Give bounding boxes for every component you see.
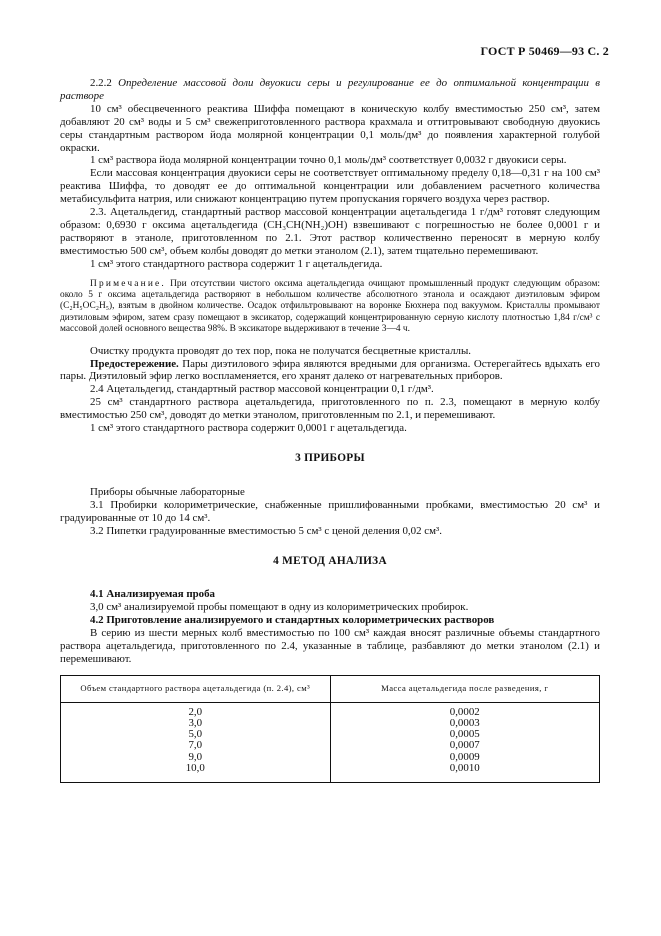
text-run: При отсутствии чистого оксима ацетальдегида очищают промышленный продукт следующим образом: около 5 г оксима ацетальдегида растворяют в небольшом количестве абсолютного этанола и осаждают диэтиловым эфиром ( xyxy=(60,278,600,312)
table-cell: 5,0 xyxy=(61,729,330,740)
table-cell: 0,0009 xyxy=(449,750,480,763)
text-run: ) взвешивают с погрешностью не более 0,0001 г и растворяют в этаноле, приготовленном по 2.1. Этот раствор количественно переносят в мерную колбу вместимостью 500 см³, объем колбы доводят до метки этанолом (2.1), затем тщательно перемешивают. xyxy=(60,218,600,257)
paragraph: 2.4 Ацетальдегид, стандартный раствор массовой концентрации 0,1 г/дм³. xyxy=(90,383,434,396)
table-row xyxy=(61,729,599,740)
table-cell: 0,0003 xyxy=(449,717,480,730)
paragraph: Если массовая концентрация двуокиси серы не соответствует оптимальному пределу 0,18—0,31 г на 100 см³ реактива Шиффа, то доводят ее до оптимальной концентрации или добавлением расчетного количества метабисульфита натрия, или снижают концентрацию путем пропускания горячего воздуха через раствор. xyxy=(60,167,600,206)
paragraph: 25 см³ стандартного раствора ацетальдегида, приготовленного по п. 2.3, помещают в мерную колбу вместимостью 250 см³, доводят до метки этанолом, приготовленным по 2.1, и перемешивают. xyxy=(60,396,600,422)
warning-label: Предостережение. xyxy=(90,357,179,370)
paragraph: Очистку продукта проводят до тех пор, пока не получатся бесцветные кристаллы. xyxy=(90,344,472,357)
table-row xyxy=(61,763,599,783)
subsection-4-2-heading: 4.2 Приготовление анализируемого и стандартных колориметрических растворов xyxy=(90,614,495,627)
text-run: ), взятым в двойном количестве. Осадок отфильтровывают на воронке Бюхнера под вакуумом. Кристаллы промывают диэтиловым эфиром, затем сразу помещают в эксикатор, содержащий концентрированную серную кислоту плотностью 1,84 г/см³ с массовой долей основного вещества 98%. В эксикаторе выдерживают в течение 3—4 ч. xyxy=(60,301,600,335)
section-3-heading: 3 ПРИБОРЫ xyxy=(295,451,365,464)
warning-paragraph xyxy=(60,358,600,384)
table-cell: 0,0007 xyxy=(449,739,480,752)
chemical-formula: C₂H₅OC₂H₅ xyxy=(63,301,110,312)
table-cell: 0,0005 xyxy=(449,728,480,741)
subsection-4-1-heading: 4.1 Анализируемая проба xyxy=(90,588,215,601)
table-row xyxy=(61,752,599,763)
table-cell: 0,0010 xyxy=(330,763,599,783)
column-header-volume: Объем стандартного раствора ацетальдегида (п. 2.4), см³ xyxy=(61,675,330,702)
text-run: Пары диэтилового эфира являются вредными для организма. Остерегайтесь вдыхать его пары. Диэтиловый эфир легко воспламеняется, его хранят далеко от нагревательных приборов. xyxy=(60,357,600,383)
paragraph: В серию из шести мерных колб вместимостью по 100 см³ каждая вносят различные объемы стандартного раствора ацетальдегида, приготовленного по 2.4, указанные в таблице, разбавляют до метки этанолом (2.1) и перемешивают. xyxy=(60,627,600,665)
table-header-row xyxy=(61,675,599,702)
dilution-table xyxy=(61,675,599,783)
text-run: 2.3. Ацетальдегид, стандартный раствор массовой концентрации ацетальдегида 1 г/дм³ готовят следующим образом: 0,6930 г оксима ацетальдегида ( xyxy=(60,206,600,231)
table-cell: 7,0 xyxy=(61,740,330,751)
table-row xyxy=(61,718,599,729)
paragraph: 1 см³ этого стандартного раствора содержит 0,0001 г ацетальдегида. xyxy=(90,422,407,435)
table-cell: 0,0002 xyxy=(449,705,480,718)
table-row xyxy=(61,702,599,718)
paragraph: 1 см³ этого стандартного раствора содержит 1 г ацетальдегида. xyxy=(90,257,383,270)
table-frame xyxy=(60,675,600,783)
page-content xyxy=(60,77,600,783)
table-cell: 9,0 xyxy=(61,752,330,763)
section-title: Определение массовой доли двуокиси серы и регулирование ее до оптимальной концентрации в растворе xyxy=(60,77,600,102)
table-cell: 2,0 xyxy=(61,702,330,718)
section-4-heading: 4 МЕТОД АНАЛИЗА xyxy=(273,554,387,567)
paragraph: 10 см³ обесцвеченного реактива Шиффа помещают в коническую колбу вместимостью 250 см³, затем добавляют 20 см³ воды и 5 см³ свежеприготовленного раствора крахмала и оттитровывают свободную двуокись серы стандартным раствором йода молярной концентрации 0,1 моль/дм³ до появления характерной голубой окраски. xyxy=(60,102,600,154)
table-cell: 10,0 xyxy=(61,763,330,783)
chemical-formula: CH₃CH(NH₂)OH xyxy=(267,218,344,231)
paragraph: 3.2 Пипетки градуированные вместимостью 5 см³ с ценой деления 0,02 см³. xyxy=(90,524,442,537)
page-header: ГОСТ Р 50469—93 С. 2 xyxy=(480,44,609,58)
paragraph-2-3 xyxy=(60,206,600,258)
table-cell: 3,0 xyxy=(61,718,330,729)
table-row xyxy=(61,740,599,751)
note-label: Примечание. xyxy=(90,278,166,289)
note-block xyxy=(60,279,600,336)
paragraph: 3.1 Пробирки колориметрические, снабженные пришлифованными пробками, вместимостью 20 см³ и градуированные от 10 до 14 см³. xyxy=(60,498,600,524)
column-header-mass: Масса ацетальдегида после разведения, г xyxy=(330,675,599,702)
paragraph: Приборы обычные лабораторные xyxy=(90,485,245,498)
paragraph: 3,0 см³ анализируемой пробы помещают в одну из колориметрических пробирок. xyxy=(90,601,469,614)
section-number: 2.2.2 xyxy=(90,77,119,89)
paragraph: 1 см³ раствора йода молярной концентрации точно 0,1 моль/дм³ соответствует 0,0032 г двуокиси серы. xyxy=(90,154,567,167)
section-2-2-2-heading xyxy=(60,77,600,103)
